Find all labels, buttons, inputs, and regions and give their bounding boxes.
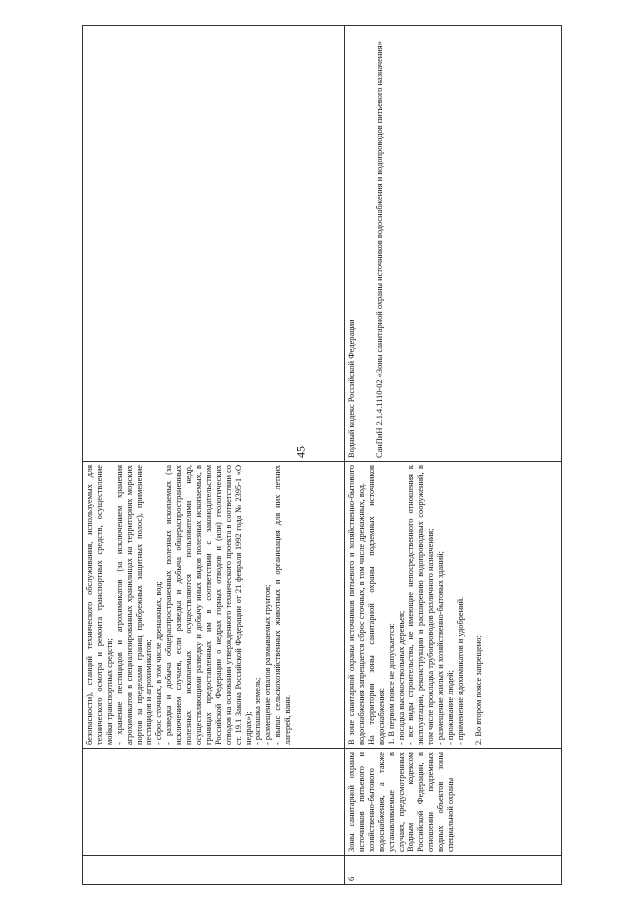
restriction-line: На территории зоны санитарной охраны подземных источников водоснабжения: xyxy=(366,465,386,745)
legal-reference: Водный кодекс Российской Федерации xyxy=(347,319,356,458)
legal-reference: СанПиН 2.1.4.1110-02 «Зоны санитарной охраны источников водоснабжения и водопроводов питьевого назначения» xyxy=(374,41,384,458)
restriction-line: - сброс сточных, в том числе дренажных, вод; xyxy=(154,581,164,745)
page-number: 45 xyxy=(293,446,308,458)
legal-basis-cell xyxy=(83,26,345,462)
restriction-line: В зоне санитарной охраны источников питьевого и хозяйственно-бытового водоснабжения запрещается сброс сточных, в том числе дренажных, вод. xyxy=(347,465,366,745)
row-number-cell xyxy=(83,856,345,885)
restriction-line: - распашка земель; xyxy=(253,677,263,745)
restrictions-cell xyxy=(345,462,562,749)
paragraph-gap xyxy=(466,465,474,745)
row-number-cell: 6 xyxy=(345,856,562,885)
paragraph-gap xyxy=(357,29,375,458)
restriction-line: - все виды строительства, не имеющие непосредственного отношения к эксплуатации, реконструкции и расширению водопроводных сооружений, в том числе прокладка трубопроводов различного назначения; xyxy=(406,465,436,745)
table-row-continuation xyxy=(83,26,345,885)
zone-name-cell xyxy=(83,749,345,856)
restriction-line: 1. В первом поясе не допускается: xyxy=(386,623,396,745)
restriction-line: - проживание людей; xyxy=(446,670,456,745)
rotated-page xyxy=(82,25,562,885)
restriction-line: - размещение жилых и хозяйственно-бытовых зданий; xyxy=(436,551,446,745)
restriction-line: - разведка и добыча общераспространенных полезных ископаемых (за исключением случаев, если разведка и добыча общераспространенных полезных ископаемых осуществляются пользователями недр, осуществляющими разведку и добычу иных видов полезных ископаемых, в границах предоставленных им в соответствии с законодательством Российской Федерации о недрах горных отводов и (или) геологических отводов на основании утвержденного технического проекта в соответствии со ст. 19.1 Закона Российской Федерации от 21 февраля 1992 года № 2395-1 «О недрах»); xyxy=(164,465,253,745)
zones-table xyxy=(82,25,562,885)
zone-name-cell: Зоны санитарной охраны источников питьевого и хозяйственно-бытового водоснабжения, а также устанавливаемые в случаях, предусмотренных Водным кодексом Российской Федерации, в отношении подземных водных объектов зоны специальной охраны xyxy=(345,749,562,856)
restriction-line: - выпас сельскохозяйственных животных и организация для них летних лагерей, ванн. xyxy=(273,465,293,745)
table-row-zone-6 xyxy=(345,26,562,885)
restriction-line: 2. Во втором поясе запрещено: xyxy=(473,635,483,745)
legal-basis-cell xyxy=(345,26,562,462)
restrictions-cell xyxy=(83,462,345,749)
restriction-line: - применение ядохимикатов и удобрений. xyxy=(455,596,465,745)
restriction-line: - хранение пестицидов и агрохимикатов (за исключением хранения агрохимикатов в специализированных хранилищах на территориях морских портов за пределами границ прибрежных защитных полос), применение пестицидов и агрохимикатов; xyxy=(114,465,154,745)
restriction-line: безопасности), станций технического обслуживания, используемых для технического осмотра и ремонта транспортных средств, осуществление мойки транспортных средств; xyxy=(85,465,114,745)
restriction-line: - посадка высокоствольных деревьев; xyxy=(396,610,406,745)
restriction-line: - размещение отвалов размываемых грунтов; xyxy=(263,584,273,745)
